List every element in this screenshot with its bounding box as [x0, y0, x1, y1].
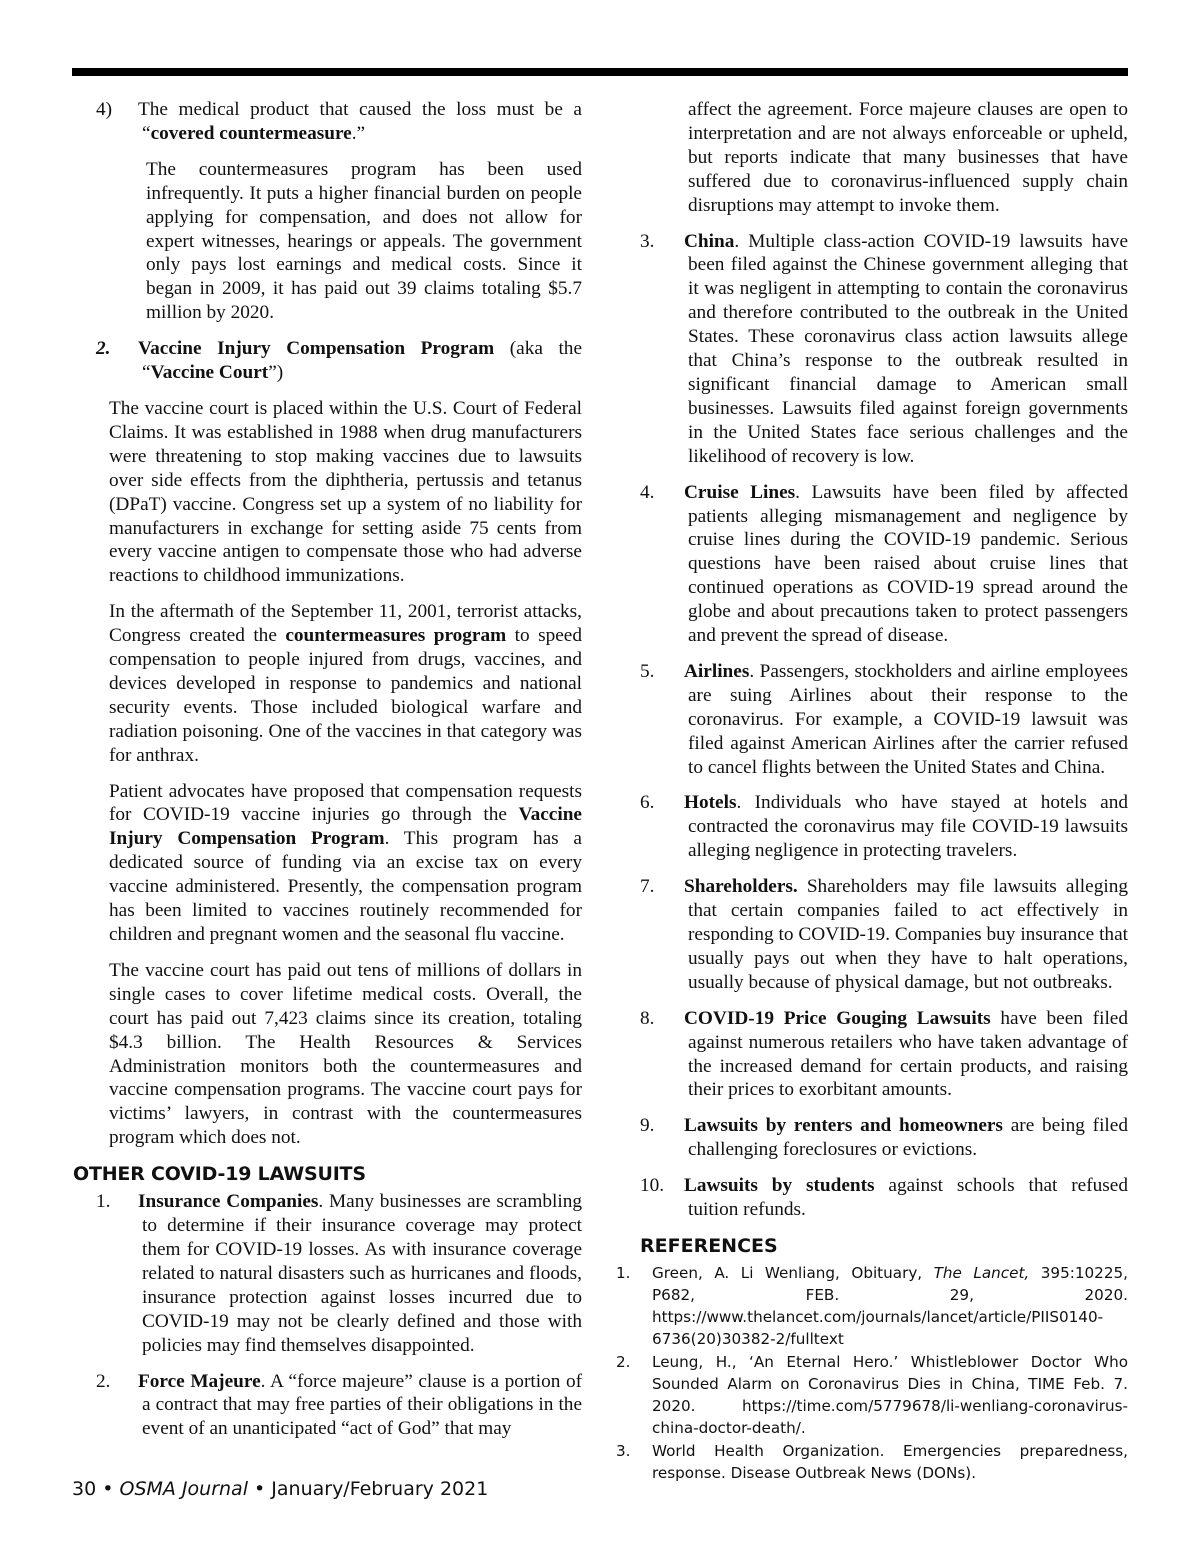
text-run: ”): [268, 362, 284, 384]
section-heading: OTHER COVID-19 LAWSUITS: [73, 1163, 366, 1186]
page-number: 30: [72, 1478, 97, 1500]
references-heading: REFERENCES: [640, 1234, 778, 1257]
bold-term: China: [684, 230, 735, 252]
item-number: 4.: [640, 481, 655, 503]
reference-item: [616, 1262, 1128, 1350]
item-text: [138, 337, 582, 385]
item-number: 4): [96, 99, 113, 120]
text-run: . Lawsuits have been filed by affected patients alleging mismanagement and negligence by cruise lines during the COVID-19 pandemic. Serious questions have been raised about cruise lines that continued operations as COVID-19 spread around the globe and about precautions taken to protect passengers and prevent the spread of disease.: [688, 481, 1128, 647]
bold-term: Airlines: [684, 660, 750, 682]
reference-text: [652, 1262, 1128, 1350]
journal-title: The Lancet,: [933, 1263, 1030, 1282]
text-run: 395:10225, P682, FEB. 29, 2020. https://www.thelancet.com/journals/lancet/article/PIIS0140-6736(20)30382-2/fulltext: [652, 1263, 1128, 1348]
list-item: [640, 1174, 1128, 1222]
item-text: [684, 791, 1128, 863]
item-text: [684, 481, 1128, 648]
reference-number: 3.: [616, 1441, 631, 1460]
item-text: [138, 98, 582, 146]
continued-paragraph: affect the agreement. Force majeure clauses are open to interpretation and are not always enforceable or upheld, but reports indicate that many businesses that have suffered due to coronavirus-influenced supply chain disruptions may attempt to invoke them.: [688, 99, 1128, 216]
page-footer: [72, 1477, 488, 1501]
item-text: [684, 660, 1128, 780]
bold-term: Lawsuits by renters and homeowners: [684, 1115, 1003, 1137]
bold-term: Vaccine Injury Compensation Program: [138, 338, 495, 360]
list-item-force-majeure: [96, 1370, 582, 1442]
text-run: . Many businesses are scrambling to determine if their insurance coverage may protect them for COVID-19 losses. As with insurance coverage related to natural disasters such as hurricanes and floods, insurance protection against losses incurred due to COVID-19 may not be clearly defined and those with policies may find themselves disappointed.: [142, 1191, 582, 1356]
text-run: are being filed challenging foreclosures or evictions.: [688, 1115, 1128, 1161]
lawsuit-list: [640, 230, 1128, 1222]
bold-term: Vaccine Court: [150, 362, 269, 384]
bold-term: Force Majeure: [138, 1370, 261, 1392]
left-column: [73, 98, 583, 1453]
body-paragraph: The vaccine court is placed within the U.S. Court of Federal Claims. It was established in 1988 when drug manufacturers were threatening to stop making vaccines due to lawsuits over side effects from the diphtheria, pertussis and tetanus (DPaT) vaccine. Congress set up a system of no liability for manufacturers in exchange for setting aside 75 cents from every vaccine antigen to compensate those who had adverse reactions to childhood immunizations.: [109, 397, 582, 587]
reference-text: [652, 1351, 1128, 1439]
list-item-insurance: [96, 1190, 582, 1357]
top-rule: [72, 68, 1128, 76]
right-column: [616, 98, 1128, 1485]
text-run: . This program has a dedicated source of funding via an excise tax on every vaccine administered. Presently, the compensation program has been limited to vaccines routinely recommended for children and pregnant women and the seasonal flu vaccine.: [109, 828, 582, 945]
bold-term: Shareholders.: [684, 876, 798, 898]
text-run: Patient advocates have proposed that compensation requests for COVID-19 vaccine injuries go through the: [109, 780, 582, 826]
bold-term: COVID-19 Price Gouging Lawsuits: [684, 1007, 991, 1029]
body-paragraph: The countermeasures program has been used infrequently. It puts a higher financial burden on people applying for compensation, and does not allow for expert witnesses, hearings or appeals. The government only pays lost earnings and medical costs. Since it began in 2009, it has paid out 39 claims totaling $5.7 million by 2020.: [146, 158, 582, 324]
footer-separator: •: [247, 1478, 272, 1500]
text-run: . A “force majeure” clause is a portion of a contract that may free parties of their obligations in the event of an unanticipated “act of God” that may: [142, 1370, 583, 1440]
bold-term: Vaccine Injury Compensation Program: [109, 804, 582, 850]
item-number: 6.: [640, 792, 655, 814]
item-number: 10.: [640, 1175, 665, 1197]
item-text: [684, 230, 1128, 469]
footer-separator: •: [96, 1478, 120, 1500]
bold-term: countermeasures program: [285, 625, 507, 647]
bold-term: covered countermeasure: [150, 122, 352, 144]
list-item: [640, 791, 1128, 863]
item-number: 2.: [96, 338, 111, 360]
item-number: 7.: [640, 876, 655, 898]
list-item: [640, 230, 1128, 469]
item-number: 2.: [96, 1370, 111, 1392]
reference-item: [616, 1351, 1128, 1439]
list-item-2: [96, 337, 582, 385]
body-paragraph: [96, 780, 582, 947]
list-item: [640, 481, 1128, 648]
bold-term: Lawsuits by students: [684, 1175, 875, 1197]
item-text: [684, 875, 1128, 995]
body-paragraph: The vaccine court has paid out tens of millions of dollars in single cases to cover lifetime medical costs. Overall, the court has paid out 7,423 claims since its creation, totaling $4.3 billion. The Health Resources & Services Administration monitors both the countermeasures and vaccine compensation programs. The vaccine court pays for victims’ lawyers, in contrast with the countermeasures program which does not.: [109, 959, 582, 1149]
item-number: 5.: [640, 660, 655, 682]
bold-term: Cruise Lines: [684, 481, 796, 503]
item-number: 1.: [96, 1191, 111, 1213]
bold-term: Hotels: [684, 792, 737, 814]
text-run: . Individuals who have stayed at hotels and contracted the coronavirus may file COVID-19 lawsuits alleging negligence in protecting travelers.: [688, 792, 1128, 862]
text-run: to speed compensation to people injured from drugs, vaccines, and devices developed in response to pandemics and national security events. Those included biological warfare and radiation poisoning. One of the vaccines in that category was for anthrax.: [109, 625, 583, 766]
reference-number: 1.: [616, 1263, 631, 1282]
item-text: [138, 1370, 583, 1442]
list-item: [640, 1007, 1128, 1103]
text-run: .”: [351, 122, 366, 144]
references-list: [616, 1262, 1128, 1484]
body-paragraph: [96, 600, 582, 767]
reference-text: [652, 1440, 1128, 1484]
list-item: [640, 875, 1128, 995]
list-item: [640, 660, 1128, 780]
item-number: 8.: [640, 1007, 655, 1029]
text-run: . Multiple class-action COVID-19 lawsuits have been filed against the Chinese government alleging that it was negligent in attempting to contain the coronavirus and therefore contributed to the outbreak in the United States. These coronavirus class action lawsuits allege that China’s response to the outbreak resulted in significant financial damage to American small businesses. Lawsuits filed against foreign governments in the United States face serious challenges and the likelihood of recovery is low.: [688, 230, 1128, 467]
item-number: 3.: [640, 230, 655, 252]
bold-term: Insurance Companies: [138, 1191, 319, 1213]
text-run: Leung, H., ‘An Eternal Hero.’ Whistleblower Doctor Who Sounded Alarm on Coronavirus Dies in China, TIME Feb. 7. 2020. https://time.com/5779678/li-wenliang-coronavirus-china-doctor-death/.: [652, 1352, 1128, 1437]
item-number: 9.: [640, 1115, 655, 1137]
reference-item: [616, 1440, 1128, 1484]
reference-number: 2.: [616, 1352, 631, 1371]
text-run: In the aftermath of the September 11, 2001, terrorist attacks, Congress created the: [109, 601, 582, 647]
text-run: Green, A. Li Wenliang, Obituary,: [652, 1263, 934, 1282]
text-run: Shareholders may file lawsuits alleging that certain companies failed to act effectively in responding to COVID-19. Companies buy insurance that usually pays out when they have to halt operations, usually because of physical damage, but not outbreaks.: [688, 876, 1128, 993]
text-run: . Passengers, stockholders and airline employees are suing Airlines about their response to the coronavirus. For example, a COVID-19 lawsuit was filed against American Airlines after the carrier refused to cancel flights between the United States and China.: [688, 660, 1128, 778]
item-text: [684, 1114, 1128, 1162]
text-run: The medical product that caused the loss must be a “: [138, 99, 582, 144]
journal-name: OSMA Journal: [119, 1478, 248, 1500]
text-run: World Health Organization. Emergencies preparedness, response. Disease Outbreak News (DONs).: [652, 1441, 1128, 1482]
item-text: [138, 1190, 582, 1357]
item-text: [684, 1174, 1128, 1222]
item-text: [684, 1007, 1128, 1103]
text-run: have been filed against numerous retailers who have taken advantage of the increased demand for certain products, and raising their prices to exorbitant amounts.: [688, 1007, 1128, 1101]
text-run: (aka the “: [142, 338, 582, 384]
text-run: against schools that refused tuition refunds.: [688, 1175, 1128, 1221]
list-item: [640, 1114, 1128, 1162]
issue-date: January/February 2021: [271, 1478, 489, 1500]
list-item-4: [96, 98, 582, 146]
